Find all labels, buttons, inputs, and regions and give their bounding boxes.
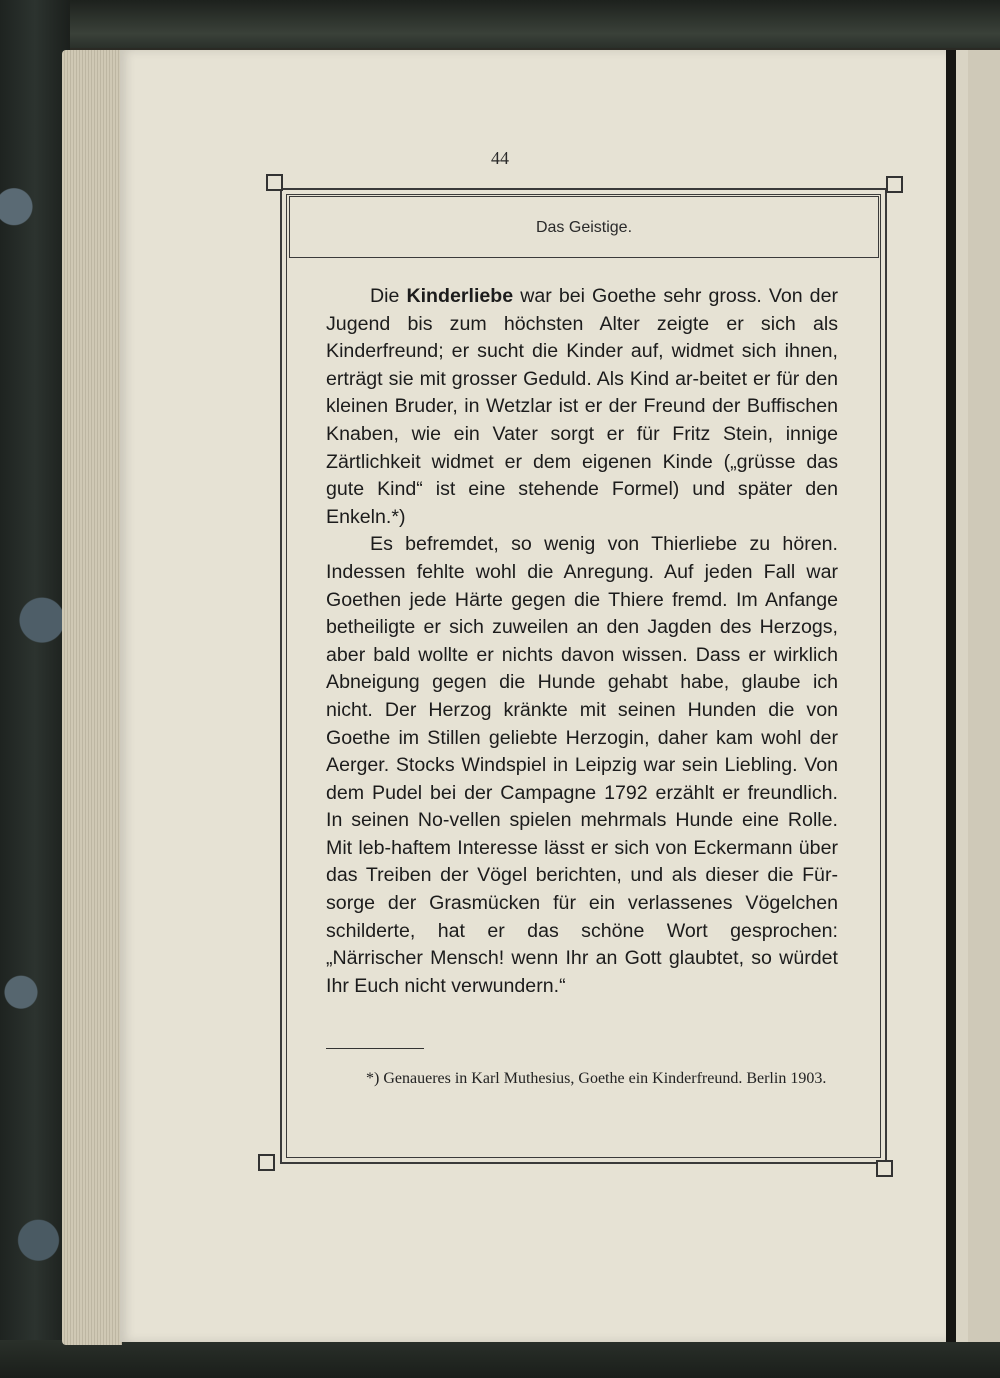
- footnote: [326, 1068, 836, 1089]
- frame-corner-square: [886, 176, 903, 193]
- frame-corner-square: [266, 174, 283, 191]
- frame-corner-square: [258, 1154, 275, 1171]
- paragraph-1: [326, 283, 838, 531]
- p1-lead: Die: [370, 285, 400, 307]
- footnote-text: *) Genaueres in Karl Muthesius, Goethe ein Kinderfreund. Berlin 1903.: [366, 1070, 827, 1087]
- paragraph-2: Es befremdet, so wenig von Thierliebe zu hören. Indessen fehlte wohl die Anregung. Auf jeden Fall war Goethen jede Härte gegen die Thiere fremd. Im Anfange betheiligte er sich zuweilen an den Jagden des Herzogs, aber bald wollte er nichts davon wissen. Dass er wirklich Abneigung gegen die Hunde gehabt habe, glaube ich nicht. Der Herzog kränkte mit seinen Hunden die von Goethe im Stillen geliebte Herzogin, daher kam wohl der Aerger. Stocks Windspiel in Leipzig war sein Liebling. Von dem Pudel bei der Campagne 1792 erzählt er freundlich. In seinen No-vellen spielen mehrmals Hunde eine Rolle. Mit leb-haftem Interesse lässt er sich von Eckermann über das Treiben der Vögel berichten, und als dieser die Für-sorge der Grasmücken für ein verlassenes Vögelchen schilderte, hat er das schöne Wort gesprochen: „Närrischer Mensch! wenn Ihr an Gott glaubtet, so würdet Ihr Euch nicht verwundern.“: [326, 533, 838, 997]
- frame-corner-square: [876, 1160, 893, 1177]
- page-number: 44: [491, 148, 509, 168]
- running-head: Das Geistige.: [535, 219, 633, 236]
- book-cover-top: [0, 0, 1000, 48]
- facing-page-edge: [946, 50, 1000, 1342]
- body-text: [326, 283, 838, 1000]
- page-edges: [62, 50, 122, 1345]
- marbled-cover-left: [0, 0, 70, 1378]
- p1-rest: war bei Goethe sehr gross. Von der Jugend bis zum höchsten Alter zeigte er sich als Kinderfreund; er sucht die Kinder auf, widmet sich ihnen, erträgt sie mit grosser Geduld. Als Kind ar-beitet er für den kleinen Bruder, in Wetzlar ist er der Freund der Buffischen Knaben, wie ein Vater sorgt er für Fritz Stein, innige Zärtlichkeit widmet er dem eigenen Kinde („grüsse das gute Kind“ ist eine stehende Formel) und später den Enkeln.*): [326, 285, 838, 528]
- book-cover-bottom: [0, 1340, 1000, 1378]
- running-head-box: [289, 196, 879, 258]
- footnote-rule: [326, 1048, 424, 1049]
- p1-bold-term: Kinderliebe: [406, 285, 514, 307]
